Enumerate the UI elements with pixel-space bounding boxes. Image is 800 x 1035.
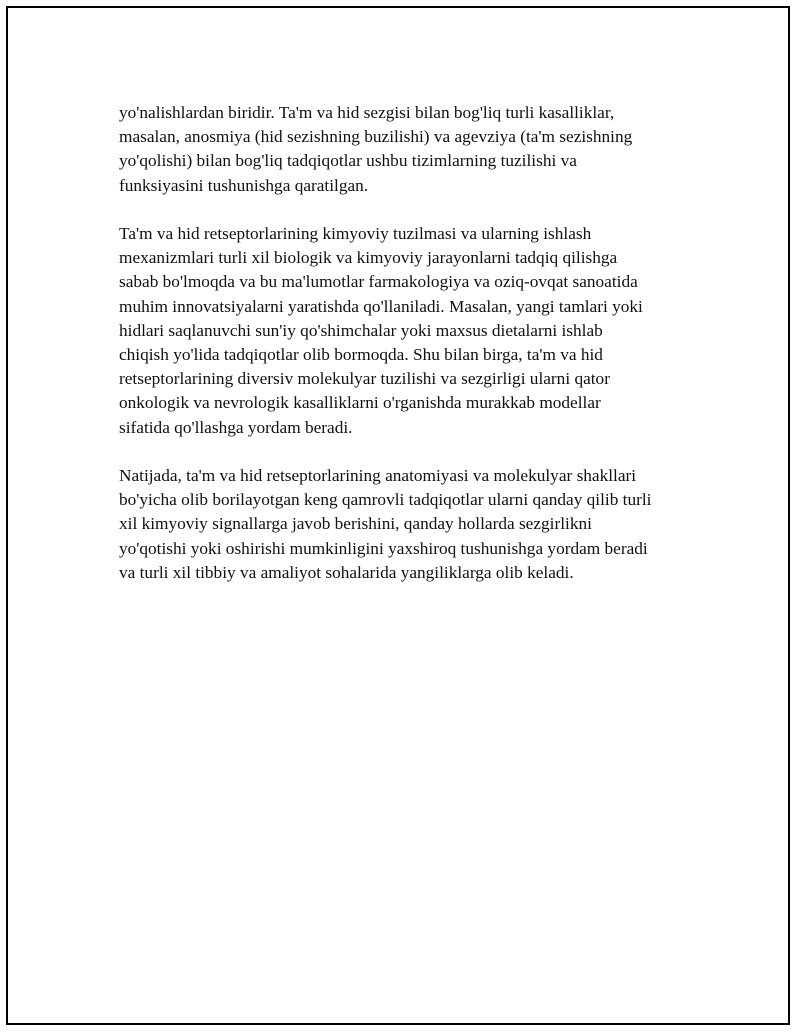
- text-line: yo'qolishi) bilan bog'liq tadqiqotlar ushbu tizimlarning tuzilishi va: [119, 151, 577, 171]
- text-line: sifatida qo'llashga yordam beradi.: [119, 417, 353, 437]
- text-line: sabab bo'lmoqda va bu ma'lumotlar farmakologiya va oziq-ovqat sanoatida: [119, 272, 638, 292]
- text-line: chiqish yo'lida tadqiqotlar olib bormoqda. Shu bilan birga, ta'm va hid: [119, 345, 603, 365]
- text-line: xil kimyoviy signallarga javob berishini, qanday hollarda sezgirlikni: [119, 514, 592, 534]
- text-line: Natijada, ta'm va hid retseptorlarining anatomiyasi va molekulyar shakllari: [119, 466, 637, 486]
- text-line: yo'qotishi yoki oshirishi mumkinligini yaxshiroq tushunishga yordam beradi: [119, 538, 648, 558]
- text-line: muhim innovatsiyalarni yaratishda qo'llaniladi. Masalan, yangi tamlari yoki: [119, 296, 643, 316]
- paragraph-3: [119, 464, 709, 585]
- text-line: retseptorlarining diversiv molekulyar tuzilishi va sezgirligi ularni qator: [119, 369, 610, 389]
- text-line: bo'yicha olib borilayotgan keng qamrovli tadqiqotlar ularni qanday qilib turli: [119, 490, 652, 510]
- text-line: hidlari saqlanuvchi sun'iy qo'shimchalar yoki maxsus dietalarni ishlab: [119, 320, 603, 340]
- text-line: onkologik va nevrologik kasalliklarni o'rganishda murakkab modellar: [119, 393, 601, 413]
- text-line: mexanizmlari turli xil biologik va kimyoviy jarayonlarni tadqiq qilishga: [119, 248, 618, 268]
- page-frame: [6, 6, 790, 1025]
- text-line: yo'nalishlardan biridir. Ta'm va hid sezgisi bilan bog'liq turli kasalliklar,: [119, 103, 615, 122]
- paragraph-2: [119, 222, 709, 440]
- text-line: Ta'm va hid retseptorlarining kimyoviy tuzilmasi va ularning ishlash: [119, 224, 592, 243]
- text-line: funksiyasini tushunishga qaratilgan.: [119, 175, 369, 195]
- text-line: va turli xil tibbiy va amaliyot sohalarida yangiliklarga olib keladi.: [119, 562, 574, 582]
- document-body: [119, 101, 709, 609]
- paragraph-1: [119, 101, 709, 198]
- text-line: masalan, anosmiya (hid sezishning buzilishi) va agevziya (ta'm sezishning: [119, 127, 633, 147]
